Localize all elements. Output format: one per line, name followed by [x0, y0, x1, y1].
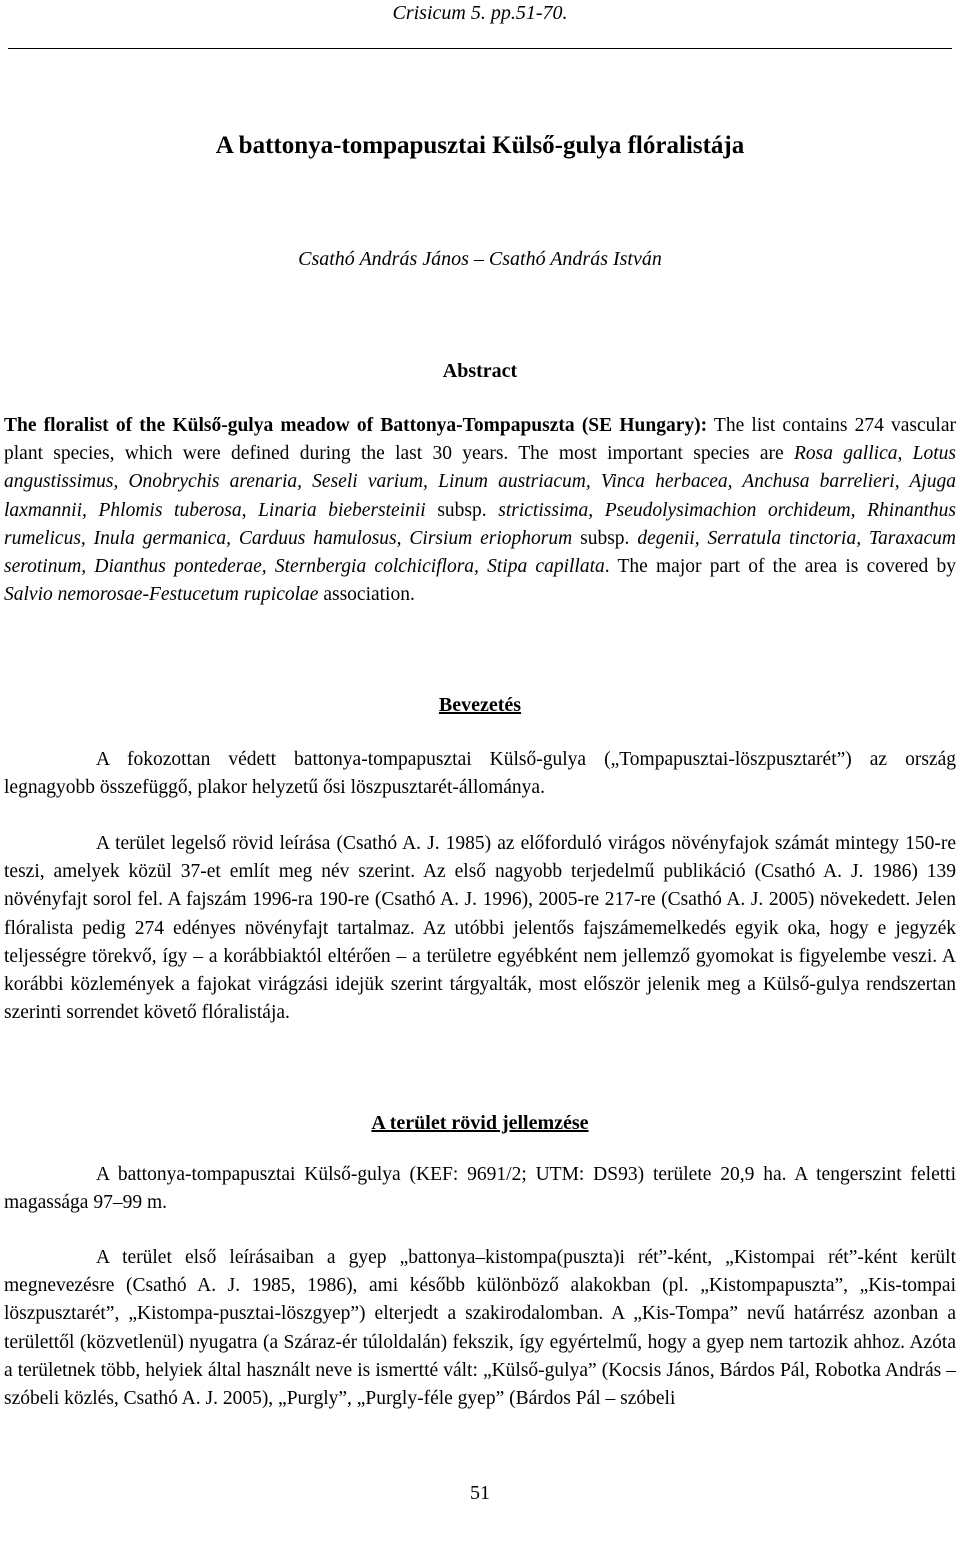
abstract-text-1: The list contains 274 vascular plant species, which were defined during the last 30 years. The most important species are — [4, 415, 956, 465]
paragraph-bevezetes-1: A fokozottan védett battonya-tompapusztai Külső-gulya („Tompapusztai-löszpusztarét”) az ország legnagyobb összefüggő, plakor helyzetű ősi löszpusztarét-állománya. — [4, 749, 956, 799]
abstract-text-3: association. — [318, 584, 415, 606]
abstract-species-3: degenii, Serratula tinctoria, Taraxacum serotinum, Dianthus pontederae, Sternbergia colchiciflora, Stipa capillata — [4, 527, 956, 578]
abstract-species-2: strictissima, Pseudolysimachion orchideum, Rhinanthus rumelicus, Inula germanica, Carduus hamulosus, Cirsium eriophorum — [4, 499, 956, 549]
abstract-text — [4, 412, 956, 609]
section-heading-bevezetes: Bevezetés — [438, 694, 522, 716]
header-rule — [8, 48, 952, 49]
paper-authors: Csathó András János – Csathó András István — [298, 248, 662, 270]
abstract-heading: Abstract — [442, 360, 518, 382]
abstract-text-2: . The major part of the area is covered by — [604, 556, 956, 578]
section-heading-terulet: A terület rövid jellemzése — [371, 1112, 589, 1134]
paragraph-terulet-1: A battonya-tompapusztai Külső-gulya (KEF: 9691/2; UTM: DS93) területe 20,9 ha. A tengerszint feletti magassága 97–99 m. — [4, 1164, 956, 1214]
page-number: 51 — [470, 1482, 490, 1504]
paragraph-bevezetes-2: A terület legelső rövid leírása (Csathó A. J. 1985) az előforduló virágos növényfajok számát mintegy 150-re teszi, amelyek közül 37-et említ meg név szerint. Az első nagyobb terjedelmű publikáció (Csathó A. J. 1986) 139 növényfajt sorol fel. A fajszám 1996-ra 190-re (Csathó A. J. 1996), 2005-re 217-re (Csathó A. J. 2005) növekedett. Jelen flóralista pedig 274 edényes növényfajt tartalmaz. Az utóbbi jelentős fajszámemelkedés egyik oka, hogy e jegyzék teljességre törekvő, így – a korábbiaktól eltérően – a területre egyébként nem jellemző gyomokat is figyelembe veszi. A korábbi közlemények a fajokat virágzási idejük szerint tárgyalták, most először jelenik meg a Külső-gulya rendszertan szerinti sorrendet követő flóralistája. — [4, 833, 956, 1024]
paragraph-terulet-2: A terület első leírásaiban a gyep „battonya–kistompa(puszta)i rét”-ként, „Kistompai rét”-ként került megnevezésre (Csathó A. J. 1985, 1986), ami később különböző alakokban (pl. „Kistompapuszta”, „Kis-tompai löszpusztarét”, „Kistompa-pusztai-löszgyep”) elterjedt a szakirodalomban. A „Kis-Tompa” nevű határrész azonban a területtől (közvetlenül) nyugatra (a Száraz-ér túloldalán) fekszik, így egyértelmű, hogy a gyep nem tartozik ahhoz. Azóta a területnek több, helyiek által használt neve is ismertté vált: „Külső-gulya” (Kocsis János, Bárdos Pál, Robotka András – szóbeli közlés, Csathó A. J. 2005), „Purgly”, „Purgly-féle gyep” (Bárdos Pál – szóbeli — [4, 1247, 956, 1410]
abstract-association: Salvio nemorosae-Festucetum rupicolae — [4, 584, 319, 606]
abstract-subsp-1: subsp. — [425, 499, 499, 521]
journal-citation: Crisicum 5. pp.51-70. — [392, 2, 568, 24]
paper-title: A battonya-tompapusztai Külső-gulya flóralistája — [215, 132, 745, 159]
abstract-species-1: Rosa gallica, Lotus angustissimus, Onobrychis arenaria, Seseli varium, Linum austriacum, Vinca herbacea, Anchusa barrelieri, Ajuga laxmannii, Phlomis tuberosa, Linaria biebersteinii — [4, 443, 957, 521]
abstract-lead: The floralist of the Külső-gulya meadow of Battonya-Tompapuszta (SE Hungary): — [4, 415, 708, 436]
abstract-subsp-2: subsp. — [572, 527, 638, 549]
